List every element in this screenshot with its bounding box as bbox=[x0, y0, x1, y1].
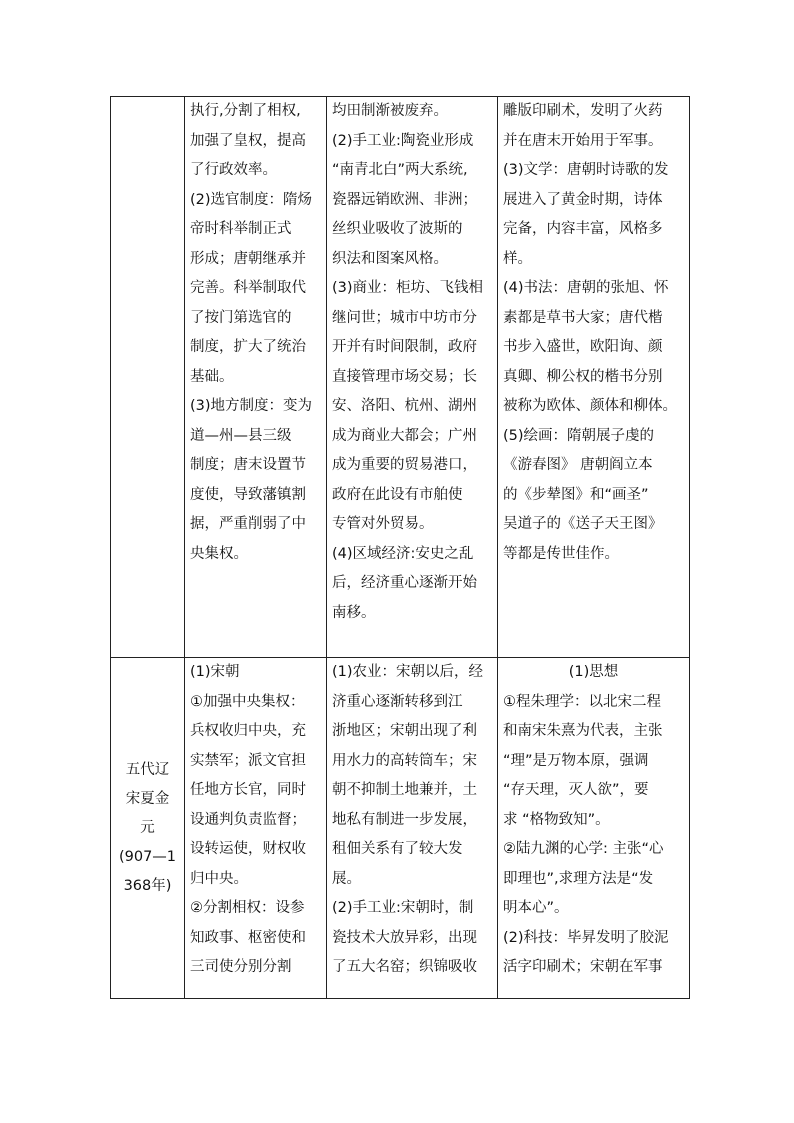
text-line: 后，经济重心逐渐开始 bbox=[332, 575, 477, 591]
text-line: ②陆九渊的心学: 主张“心 bbox=[503, 841, 664, 857]
text-line: 专管对外贸易。 bbox=[332, 516, 434, 532]
text-line: 被称为欧体、颜体和柳体。 bbox=[503, 398, 677, 414]
text-line: 了五大名窑；织锦吸收 bbox=[332, 959, 477, 975]
text-line: 兵权收归中央，充 bbox=[190, 723, 306, 739]
text-line: 等都是传世佳作。 bbox=[503, 545, 619, 562]
text-line: (3)文学：唐朝时诗歌的发 bbox=[503, 162, 669, 178]
text-line: 浙地区；宋朝出现了利 bbox=[332, 723, 477, 739]
text-line: (1)农业：宋朝以后，经 bbox=[332, 664, 484, 680]
text-line: 租佃关系有了较大发 bbox=[332, 841, 463, 857]
text-line: 制度；唐末设置节 bbox=[190, 457, 306, 473]
text-line: 归中央。 bbox=[190, 870, 248, 887]
text-line: 即理也”,求理方法是“发 bbox=[503, 870, 654, 887]
era-cell bbox=[111, 97, 185, 658]
text-line: 明本心”。 bbox=[503, 900, 569, 916]
text-line: (2)手工业:宋朝时，制 bbox=[332, 900, 474, 916]
text-line: (2)科技：毕昇发明了胶泥 bbox=[503, 929, 669, 946]
era-cell bbox=[111, 658, 185, 999]
text-line: 完善。科举制取代 bbox=[190, 280, 306, 296]
text-line: 书步入盛世，欧阳询、颜 bbox=[503, 339, 663, 355]
text-line: 瓷技术大放异彩，出现 bbox=[332, 929, 477, 946]
text-line: 据，严重削弱了中 bbox=[190, 516, 306, 532]
text-line: “存天理，灭人欲”，要 bbox=[503, 782, 649, 798]
text-line: (3)地方制度：变为 bbox=[190, 398, 313, 414]
text-line: 吴道子的《送子天王图》 bbox=[503, 516, 663, 532]
text-line: (1)思想 bbox=[568, 664, 619, 680]
text-line: (4)书法：唐朝的张旭、怀 bbox=[503, 280, 669, 296]
text-line: 丝织业吸收了波斯的 bbox=[332, 221, 463, 237]
economy-cell bbox=[327, 97, 498, 658]
text-line: 求 “格物致知”。 bbox=[503, 811, 610, 828]
text-line: 织法和图案风格。 bbox=[332, 250, 448, 267]
text-line: (4)区域经济:安史之乱 bbox=[332, 545, 474, 562]
text-line: 形成；唐朝继承并 bbox=[190, 250, 306, 267]
text-line: 展进入了黄金时期，诗体 bbox=[503, 191, 663, 208]
text-line: 三司使分别分割 bbox=[190, 959, 292, 975]
text-line: 均田制渐被废弃。 bbox=[332, 103, 448, 119]
text-line: 继问世；城市中坊市分 bbox=[332, 309, 477, 326]
text-line: 任地方长官，同时 bbox=[190, 782, 306, 798]
text-line: 制度，扩大了统治 bbox=[190, 339, 306, 355]
text-line: (2)手工业:陶瓷业形成 bbox=[332, 132, 474, 149]
text-line: 安、洛阳、杭州、湖州 bbox=[332, 398, 477, 414]
text-line: 设通判负责监督； bbox=[190, 811, 306, 828]
text-line: 地私有制进一步发展， bbox=[332, 811, 477, 828]
text-line: 展。 bbox=[332, 870, 361, 887]
table-row bbox=[111, 658, 690, 999]
text-line: 道—州—县三级 bbox=[190, 427, 292, 444]
text-line: “南青北白”两大系统, bbox=[332, 162, 468, 178]
text-line: 度使，导致藩镇割 bbox=[190, 486, 306, 503]
text-line: 成为重要的贸易港口， bbox=[332, 457, 477, 473]
text-line: 基础。 bbox=[190, 368, 234, 385]
culture-cell bbox=[498, 658, 690, 999]
text-line: 真卿、柳公权的楷书分别 bbox=[503, 368, 663, 385]
text-line: 政府在此设有市舶使 bbox=[332, 486, 463, 503]
text-line: ①加强中央集权： bbox=[190, 693, 305, 710]
text-line: (907—1 bbox=[118, 848, 177, 865]
text-line: 知政事、枢密使和 bbox=[190, 929, 306, 946]
text-line: 元 bbox=[140, 819, 155, 836]
text-line: ②分割相权：设参 bbox=[190, 900, 305, 916]
culture-cell bbox=[498, 97, 690, 658]
text-line: 五代辽 bbox=[125, 761, 170, 778]
history-table bbox=[110, 96, 690, 999]
text-line: 并在唐末开始用于军事。 bbox=[503, 132, 663, 149]
text-line: (2)选官制度：隋炀 bbox=[190, 191, 313, 208]
text-line: 开并有时间限制，政府 bbox=[332, 339, 477, 355]
politics-cell bbox=[185, 658, 327, 999]
text-line: 的《步辇图》和“画圣” bbox=[503, 486, 649, 503]
text-line: “理”是万物本原，强调 bbox=[503, 752, 649, 769]
text-line: (5)绘画：隋朝展子虔的 bbox=[503, 427, 655, 444]
table-row bbox=[111, 97, 690, 658]
text-line: 成为商业大都会；广州 bbox=[332, 427, 477, 444]
text-line: 完备，内容丰富，风格多 bbox=[503, 221, 663, 237]
text-line: 帝时科举制正式 bbox=[190, 221, 292, 237]
text-line: 加强了皇权，提高 bbox=[190, 132, 306, 149]
text-line: 央集权。 bbox=[190, 545, 248, 562]
text-line: 朝不抑制土地兼并，土 bbox=[332, 782, 477, 798]
text-line: 和南宋朱熹为代表，主张 bbox=[503, 723, 663, 739]
text-line: 南移。 bbox=[332, 604, 376, 621]
text-line: 直接管理市场交易；长 bbox=[332, 368, 477, 385]
text-line: 实禁军；派文官担 bbox=[190, 752, 306, 769]
economy-cell bbox=[327, 658, 498, 999]
text-line: 用水力的高转筒车；宋 bbox=[332, 752, 477, 769]
text-line: 了行政效率。 bbox=[190, 162, 277, 178]
text-line: 活字印刷术；宋朝在军事 bbox=[503, 959, 663, 975]
text-line: 368年) bbox=[123, 877, 172, 894]
text-line: 素都是草书大家；唐代楷 bbox=[503, 309, 663, 326]
text-line: 执行,分割了相权, bbox=[190, 103, 301, 119]
text-line: (3)商业：柜坊、飞钱相 bbox=[332, 280, 484, 296]
text-line: (1)宋朝 bbox=[190, 664, 240, 680]
text-line: 宋夏金 bbox=[125, 790, 170, 807]
text-line: ①程朱理学：以北宋二程 bbox=[503, 693, 661, 710]
text-line: 雕版印刷术，发明了火药 bbox=[503, 103, 663, 119]
text-line: 了按门第选官的 bbox=[190, 309, 292, 326]
text-line: 济重心逐渐转移到江 bbox=[332, 693, 463, 710]
text-line: 瓷器远销欧洲、非洲； bbox=[332, 191, 477, 208]
text-line: 《游春图》 唐朝阎立本 bbox=[503, 457, 653, 473]
text-line: 样。 bbox=[503, 250, 532, 267]
politics-cell bbox=[185, 97, 327, 658]
text-line: 设转运使，财权收 bbox=[190, 841, 306, 857]
